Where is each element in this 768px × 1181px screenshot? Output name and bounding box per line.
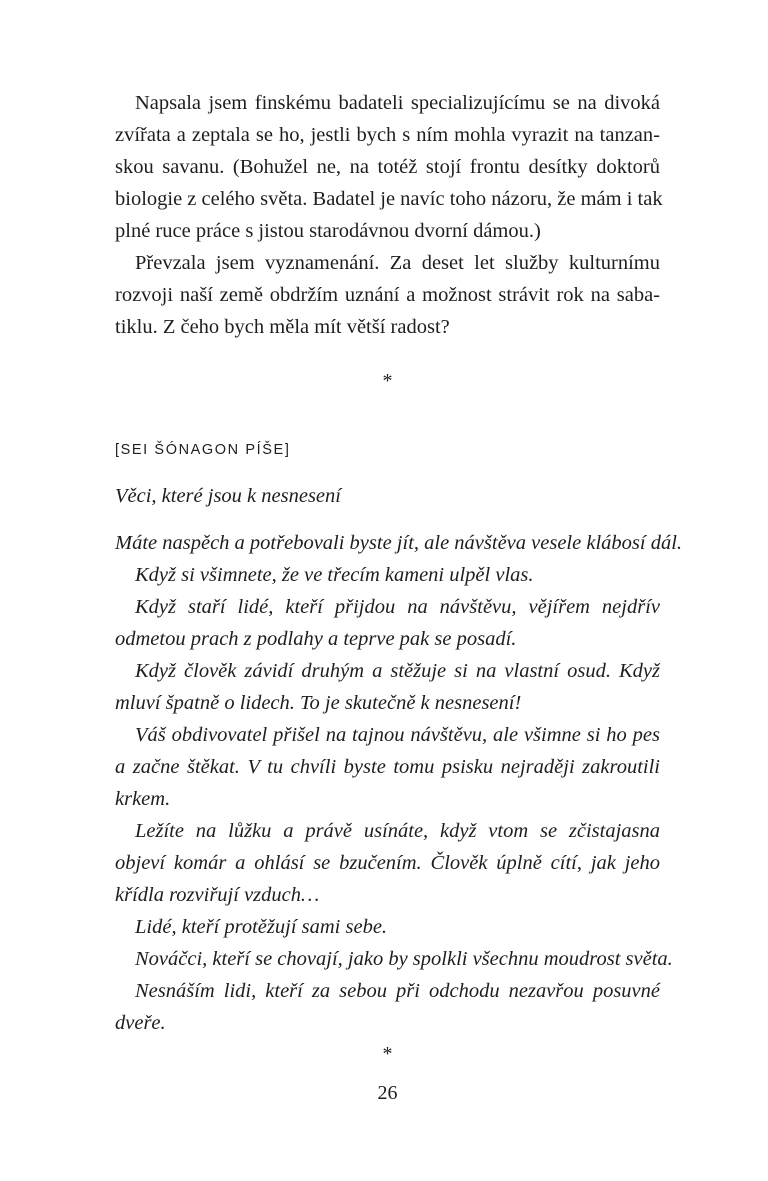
intro-line: zvířata a zeptala se ho, jestli bych s ním mohla vyrazit na tanzan-	[115, 124, 660, 146]
list-line: objeví komár a ohlásí se bzučením. Člověk úplně cítí, jak jeho	[115, 852, 660, 874]
intro-line: Napsala jsem finskému badateli specializujícímu se na divoká	[135, 92, 660, 114]
list-line: Máte naspěch a potřebovali byste jít, ale návštěva vesele klábosí dál.	[115, 532, 683, 554]
list-line: Když člověk závidí druhým a stěžuje si na vlastní osud. Když	[135, 660, 660, 682]
intro-line: rozvoji naší země obdržím uznání a možnost strávit rok na saba-	[115, 284, 660, 306]
list-line: mluví špatně o lidech. To je skutečně k nesnesení!	[115, 692, 522, 714]
list-line: Když si všimnete, že ve třecím kameni ulpěl vlas.	[135, 564, 534, 586]
list-line: Nesnáším lidi, kteří za sebou při odchodu nezavřou posuvné	[135, 980, 660, 1002]
list-line: křídla rozviřují vzduch…	[115, 884, 320, 906]
list-line: Lidé, kteří protěžují sami sebe.	[135, 916, 388, 938]
section-separator: *	[382, 370, 393, 392]
intro-line: skou savanu. (Bohužel ne, na totéž stojí frontu desítky doktorů	[115, 156, 660, 178]
list-line: Když staří lidé, kteří přijdou na návštěvu, vějířem nejdřív	[135, 596, 660, 618]
intro-line: tiklu. Z čeho bych měla mít větší radost?	[115, 316, 450, 338]
list-title: Věci, které jsou k nesnesení	[115, 485, 341, 507]
page-number: 26	[377, 1082, 398, 1104]
list-line: dveře.	[115, 1012, 166, 1034]
list-line: odmetou prach z podlahy a teprve pak se posadí.	[115, 628, 517, 650]
intro-line: biologie z celého světa. Badatel je navíc toho názoru, že mám i tak	[115, 188, 663, 210]
list-line: Ležíte na lůžku a právě usínáte, když vtom se zčistajasna	[135, 820, 660, 842]
list-line: Nováčci, kteří se chovají, jako by spolkli všechnu moudrost světa.	[135, 948, 673, 970]
list-line: krkem.	[115, 788, 171, 810]
list-line: a začne štěkat. V tu chvíli byste tomu psisku nejraději zakroutili	[115, 756, 660, 778]
section-heading: [SEI ŠÓNAGON PÍŠE]	[115, 442, 291, 458]
section-separator: *	[382, 1043, 393, 1065]
list-line: Váš obdivovatel přišel na tajnou návštěvu, ale všimne si ho pes	[135, 724, 660, 746]
intro-line: Převzala jsem vyznamenání. Za deset let služby kulturnímu	[135, 252, 660, 274]
intro-line: plné ruce práce s jistou starodávnou dvorní dámou.)	[115, 220, 541, 242]
